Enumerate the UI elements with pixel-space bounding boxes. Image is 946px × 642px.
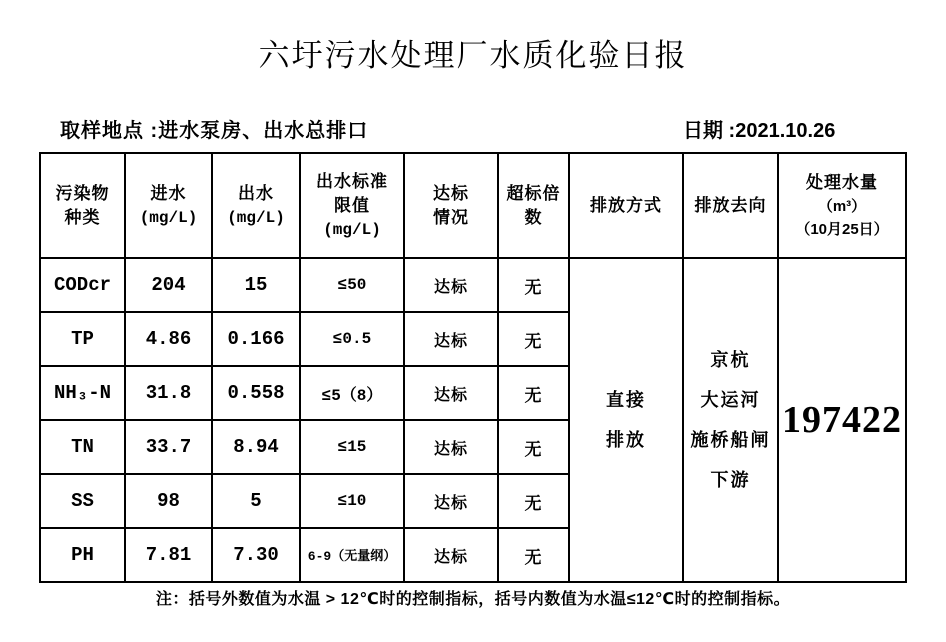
exceedance-value: 无 xyxy=(498,312,569,366)
header-line: 超标倍 xyxy=(506,183,561,203)
compliance-status: 达标 xyxy=(404,366,498,420)
influent-value: 7.81 xyxy=(125,528,212,582)
col-header-treated-volume xyxy=(778,153,906,258)
header-line: 数 xyxy=(524,207,543,227)
influent-value: 4.86 xyxy=(125,312,212,366)
compliance-status: 达标 xyxy=(404,420,498,474)
exceedance-value: 无 xyxy=(498,474,569,528)
header-line: (mg/L) xyxy=(227,208,285,227)
limit-text: ≤0.5 xyxy=(332,330,372,348)
header-line: 进水 xyxy=(150,183,187,203)
limit-text: ≤10 xyxy=(337,492,367,510)
col-header-effluent xyxy=(212,153,300,258)
header-line: 排放去向 xyxy=(694,195,767,215)
header-line: （m³） xyxy=(817,197,867,215)
limit-text: 6-9（无量纲） xyxy=(307,549,397,564)
header-line: 排放方式 xyxy=(590,195,662,215)
table-header-row xyxy=(40,153,906,258)
limit-value xyxy=(300,474,404,528)
col-header-influent xyxy=(125,153,212,258)
pollutant-name: TP xyxy=(40,312,125,366)
limit-value xyxy=(300,366,404,420)
limit-value xyxy=(300,528,404,582)
discharge-destination-line: 大运河 xyxy=(700,390,761,410)
header-line: 情况 xyxy=(433,207,469,227)
col-header-discharge-method xyxy=(569,153,683,258)
pollutant-name: NH₃-N xyxy=(40,366,125,420)
pollutant-name: SS xyxy=(40,474,125,528)
discharge-method-line: 直接 xyxy=(606,390,646,410)
footnote: 注：括号外数值为水温 > 12℃时的控制指标，括号内数值为水温≤12℃时的控制指标。 xyxy=(155,591,791,608)
header-line: (mg/L) xyxy=(323,220,381,239)
col-header-compliance xyxy=(404,153,498,258)
limit-value xyxy=(300,312,404,366)
discharge-destination-line: 京杭 xyxy=(710,350,751,370)
limit-value xyxy=(300,258,404,312)
compliance-status: 达标 xyxy=(404,312,498,366)
influent-value: 98 xyxy=(125,474,212,528)
discharge-destination-cell xyxy=(683,258,778,582)
limit-value xyxy=(300,420,404,474)
header-line: 达标 xyxy=(433,183,469,203)
compliance-status: 达标 xyxy=(404,474,498,528)
col-header-exceedance xyxy=(498,153,569,258)
pollutant-name: PH xyxy=(40,528,125,582)
compliance-status: 达标 xyxy=(404,258,498,312)
exceedance-value: 无 xyxy=(498,366,569,420)
header-line: （10月25日） xyxy=(795,220,889,238)
exceedance-value: 无 xyxy=(498,420,569,474)
pollutant-name: TN xyxy=(40,420,125,474)
header-line: 处理水量 xyxy=(806,172,878,192)
header-line: 出水标准 xyxy=(316,171,388,191)
influent-value: 204 xyxy=(125,258,212,312)
sampling-location-label: 取样地点 :进水泵房、出水总排口 xyxy=(60,120,369,142)
page-title: 六圩污水处理厂水质化验日报 xyxy=(258,38,688,73)
limit-text: ≤15 xyxy=(337,438,367,456)
treated-volume-value: 197422 xyxy=(778,258,906,582)
effluent-value: 15 xyxy=(212,258,300,312)
col-header-effluent-limit xyxy=(300,153,404,258)
discharge-method-cell xyxy=(569,258,683,582)
discharge-destination-line: 下游 xyxy=(710,470,751,490)
exceedance-value: 无 xyxy=(498,528,569,582)
header-line: (mg/L) xyxy=(139,208,198,227)
discharge-destination-line: 施桥船闸 xyxy=(690,430,771,450)
effluent-value: 7.30 xyxy=(212,528,300,582)
report-date-label: 日期 :2021.10.26 xyxy=(683,120,836,142)
limit-text: ≤5（8） xyxy=(321,386,383,405)
water-quality-table xyxy=(39,152,907,583)
effluent-value: 8.94 xyxy=(212,420,300,474)
pollutant-name: CODcr xyxy=(40,258,125,312)
col-header-discharge-destination xyxy=(683,153,778,258)
col-header-pollutant-type xyxy=(40,153,125,258)
influent-value: 31.8 xyxy=(125,366,212,420)
header-line: 出水 xyxy=(238,183,274,203)
compliance-status: 达标 xyxy=(404,528,498,582)
header-line: 种类 xyxy=(64,207,101,227)
effluent-value: 0.558 xyxy=(212,366,300,420)
discharge-method-line: 排放 xyxy=(606,430,646,450)
header-line: 限值 xyxy=(334,195,370,215)
influent-value: 33.7 xyxy=(125,420,212,474)
limit-text: ≤50 xyxy=(337,276,367,294)
effluent-value: 0.166 xyxy=(212,312,300,366)
table-row-codcr xyxy=(40,258,906,312)
exceedance-value: 无 xyxy=(498,258,569,312)
header-line: 污染物 xyxy=(55,183,110,203)
effluent-value: 5 xyxy=(212,474,300,528)
